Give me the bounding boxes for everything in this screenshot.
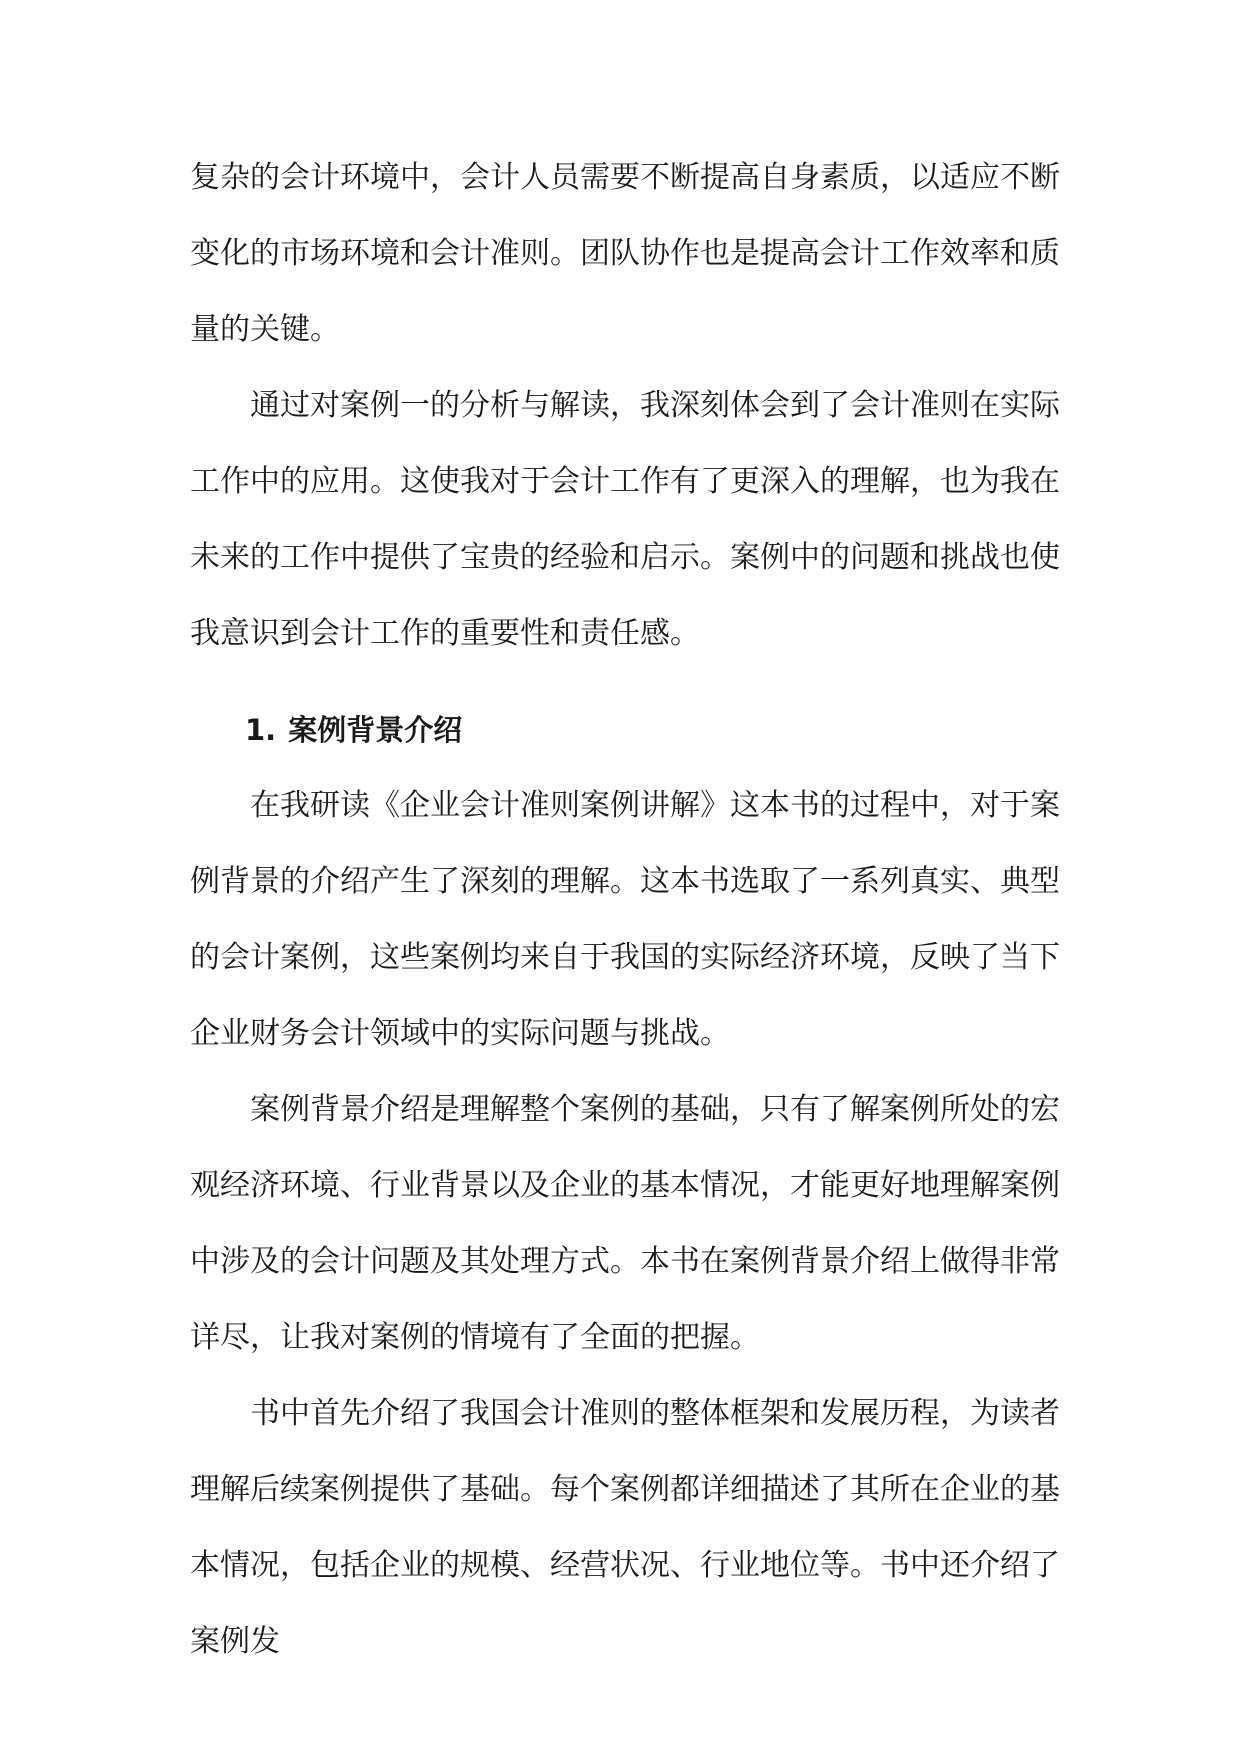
paragraph: 在我研读《企业会计准则案例讲解》这本书的过程中，对于案例背景的介绍产生了深刻的理解。这本书选取了一系列真实、典型的会计案例，这些案例均来自于我国的实际经济环境，反映了当下企业财务会计领域中的实际问题与挑战。 xyxy=(190,788,1060,1051)
paragraph: 书中首先介绍了我国会计准则的整体框架和发展历程，为读者理解后续案例提供了基础。每个案例都详细描述了其所在企业的基本情况，包括企业的规模、经营状况、行业地位等。书中还介绍了案例发 xyxy=(190,1396,1060,1659)
paragraph-continued: 复杂的会计环境中，会计人员需要不断提高自身素质，以适应不断变化的市场环境和会计准则。团队协作也是提高会计工作效率和质量的关键。 xyxy=(190,160,1060,347)
paragraph: 通过对案例一的分析与解读，我深刻体会到了会计准则在实际工作中的应用。这使我对于会计工作有了更深入的理解，也为我在未来的工作中提供了宝贵的经验和启示。案例中的问题和挑战也使我意识到会计工作的重要性和责任感。 xyxy=(190,388,1060,651)
section-number: 1. xyxy=(245,713,277,747)
document-body xyxy=(190,140,1060,1680)
section-title: 案例背景介绍 xyxy=(288,713,463,747)
section-heading xyxy=(190,692,1060,768)
paragraph: 案例背景介绍是理解整个案例的基础，只有了解案例所处的宏观经济环境、行业背景以及企业的基本情况，才能更好地理解案例中涉及的会计问题及其处理方式。本书在案例背景介绍上做得非常详尽，让我对案例的情境有了全面的把握。 xyxy=(190,1092,1060,1355)
